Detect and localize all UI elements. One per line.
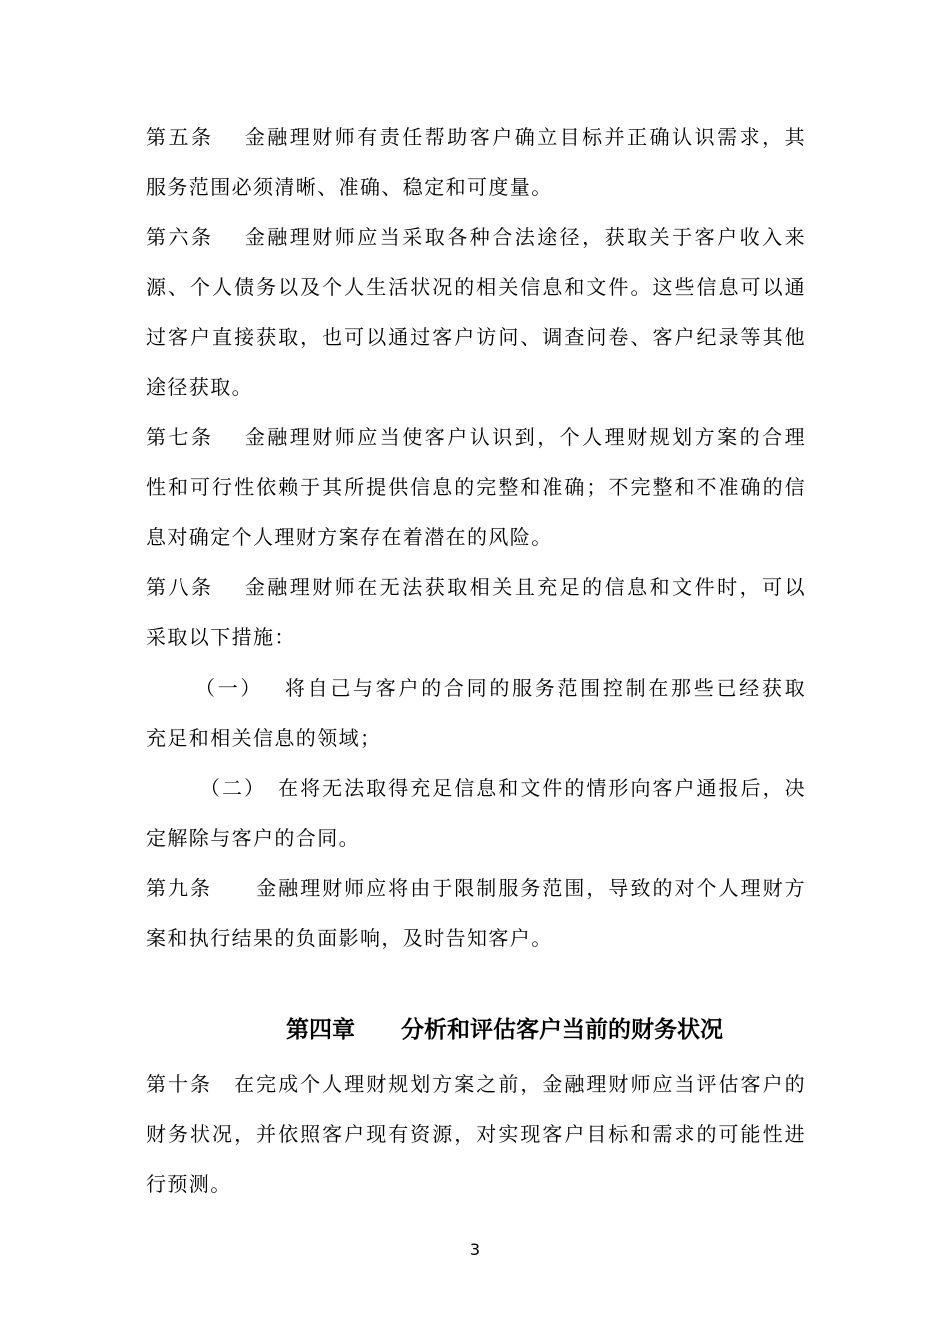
article-10-line-2: 财务状况，并依照客户现有资源，对实现客户目标和需求的可能性进 bbox=[146, 1122, 806, 1146]
article-10-line-3: 行预测。 bbox=[146, 1172, 232, 1196]
article-6-line-3: 过客户直接获取，也可以通过客户访问、调查问卷、客户纪录等其他 bbox=[146, 325, 806, 349]
measure-2-line-1: （二） 在将无法取得充足信息和文件的情形向客户通报后，决 bbox=[200, 776, 806, 800]
article-5-line-2: 服务范围必须清晰、准确、稳定和可度量。 bbox=[146, 175, 553, 199]
article-9-line-1: 第九条 金融理财师应将由于限制服务范围，导致的对个人理财方 bbox=[146, 876, 806, 900]
chapter-heading: 第四章 分析和评估客户当前的财务状况 bbox=[286, 1017, 723, 1043]
measure-1-line-1: （一） 将自己与客户的合同的服务范围控制在那些已经获取 bbox=[195, 676, 806, 700]
measure-1-line-2: 充足和相关信息的领域； bbox=[146, 726, 382, 750]
article-7-line-2: 性和可行性依赖于其所提供信息的完整和准确；不完整和不准确的信 bbox=[146, 475, 806, 499]
article-9-line-2: 案和执行结果的负面影响，及时告知客户。 bbox=[146, 926, 553, 950]
article-5-line-1: 第五条 金融理财师有责任帮助客户确立目标并正确认识需求，其 bbox=[146, 125, 806, 149]
article-6-line-1: 第六条 金融理财师应当采取各种合法途径，获取关于客户收入来 bbox=[146, 225, 806, 249]
article-6-line-4: 途径获取。 bbox=[146, 375, 253, 399]
page-number: 3 bbox=[469, 1240, 481, 1259]
article-10-line-1: 第十条 在完成个人理财规划方案之前，金融理财师应当评估客户的 bbox=[146, 1072, 806, 1096]
article-6-line-2: 源、个人债务以及个人生活状况的相关信息和文件。这些信息可以通 bbox=[146, 275, 806, 299]
article-8-line-1: 第八条 金融理财师在无法获取相关且充足的信息和文件时，可以 bbox=[146, 575, 806, 599]
article-7-line-3: 息对确定个人理财方案存在着潜在的风险。 bbox=[146, 525, 553, 549]
article-7-line-1: 第七条 金融理财师应当使客户认识到，个人理财规划方案的合理 bbox=[146, 425, 806, 449]
measure-2-line-2: 定解除与客户的合同。 bbox=[146, 826, 360, 850]
article-8-line-2: 采取以下措施： bbox=[146, 625, 296, 649]
